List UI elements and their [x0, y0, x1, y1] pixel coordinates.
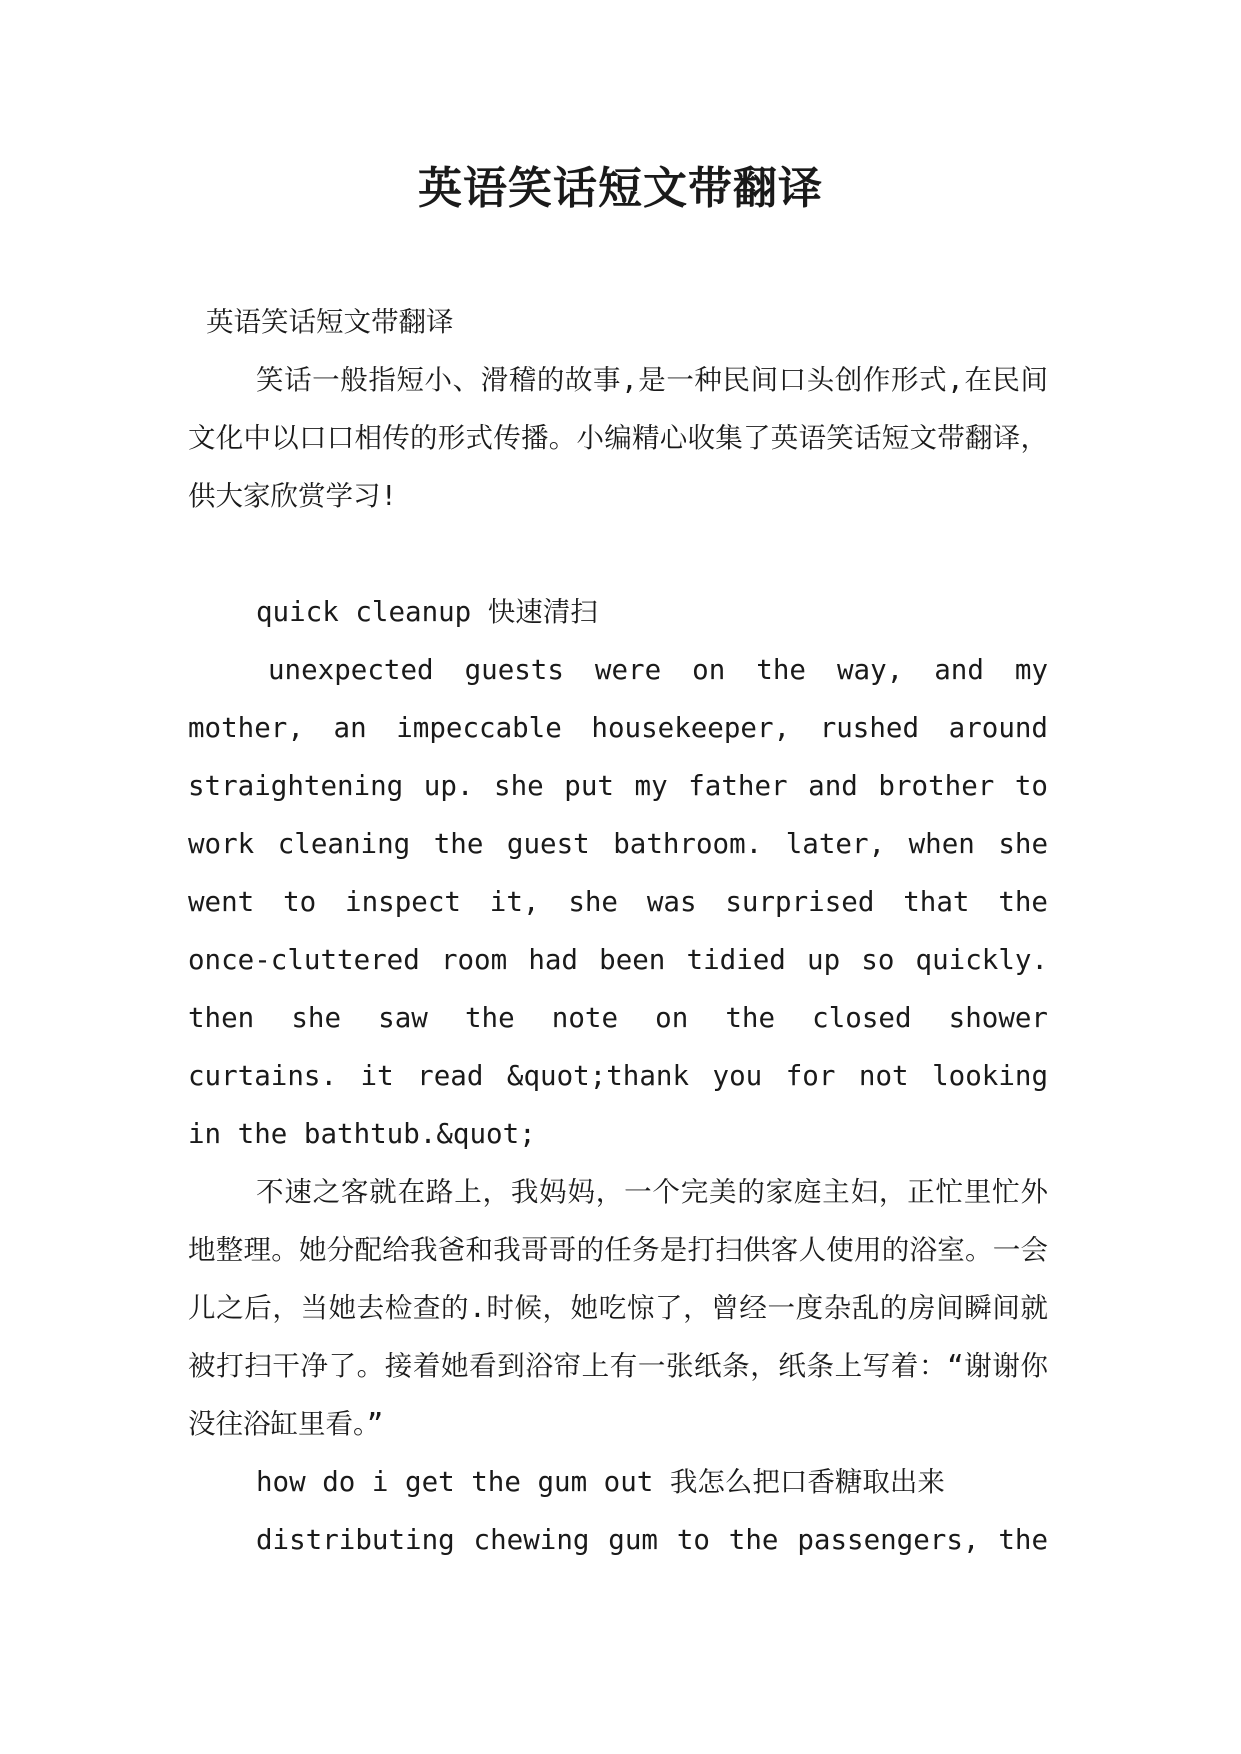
paragraph-spacer: [188, 525, 1048, 583]
document-body: [188, 293, 1048, 1569]
document-subtitle: 英语笑话短文带翻译: [206, 306, 454, 338]
document-title: 英语笑话短文带翻译: [418, 163, 823, 214]
story1-chinese-paragraph: 不速之客就在路上，我妈妈，一个完美的家庭主妇，正忙里忙外地整理。她分配给我爸和我哥哥的任务是打扫供客人使用的浴室。一会儿之后，当她去检查的.时候，她吃惊了，曾经一度杂乱的房间瞬间就被打扫干净了。接着她看到浴帘上有一张纸条，纸条上写着：“谢谢你没往浴缸里看。”: [188, 1176, 1048, 1440]
story2-english-paragraph: distributing chewing gum to the passengers, the: [256, 1524, 1048, 1556]
story1-heading: quick cleanup 快速清扫: [256, 596, 598, 628]
story1-english-paragraph: unexpected guests were on the way, and my mother, an impeccable housekeeper, rushed around straightening up. she put my father and brother to work cleaning the guest bathroom. later, when she went to inspect it, she was surprised that the once-cluttered room had been tidied up so quickly. then she saw the note on the closed shower curtains. it read &quot;thank you for not looking in the bathtub.&quot;: [188, 654, 1048, 1150]
story2-heading: how do i get the gum out 我怎么把口香糖取出来: [256, 1466, 945, 1498]
intro-paragraph: 笑话一般指短小、滑稽的故事,是一种民间口头创作形式,在民间文化中以口口相传的形式传播。小编精心收集了英语笑话短文带翻译，供大家欣赏学习!: [188, 364, 1048, 512]
